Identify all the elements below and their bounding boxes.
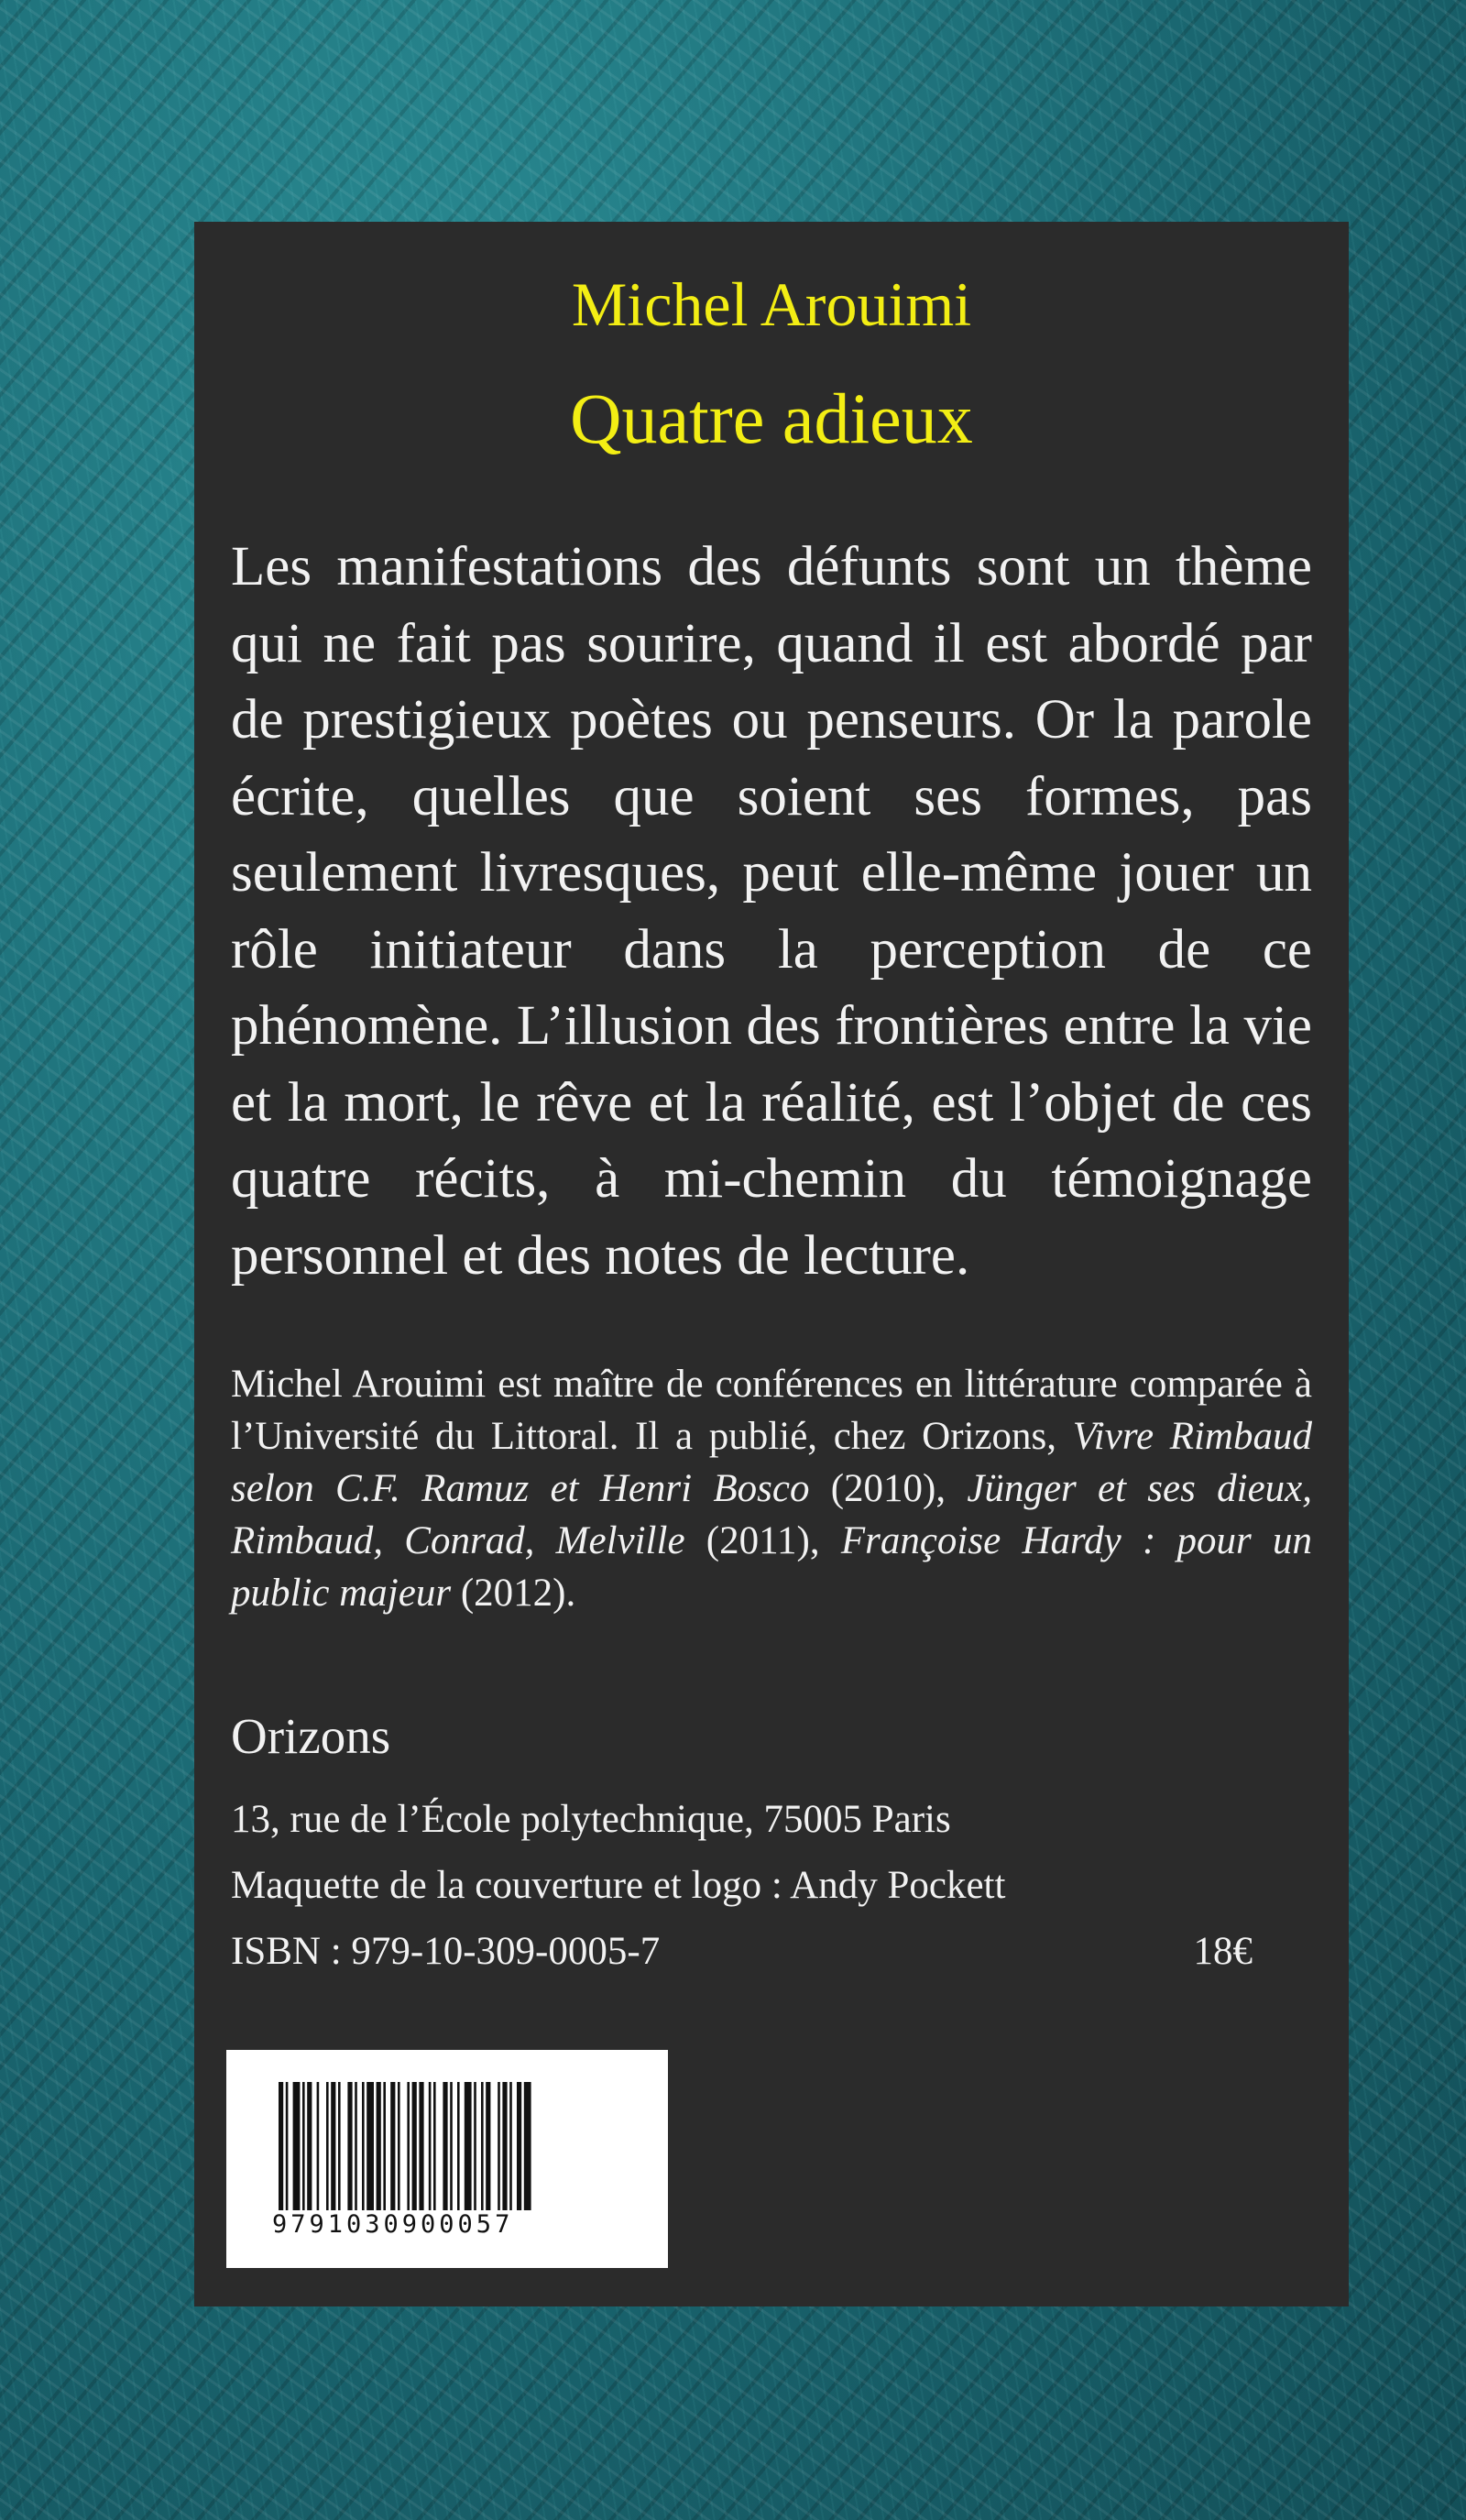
barcode-bar xyxy=(407,2082,410,2210)
barcode-bar xyxy=(457,2082,460,2210)
barcode-bar xyxy=(429,2082,432,2210)
barcode-bar xyxy=(502,2082,507,2210)
bio-year-3: (2012). xyxy=(451,1572,576,1615)
barcode-bar xyxy=(433,2082,436,2210)
bio-year-1: (2010), xyxy=(809,1467,968,1510)
barcode-bar xyxy=(517,2082,521,2210)
barcode-bar xyxy=(498,2082,500,2210)
barcode-bar xyxy=(347,2082,352,2210)
bio-book-1: Vivre Rimbaud selon C.F. Ramuz et Henri Bosco xyxy=(231,1415,1312,1510)
barcode-bar xyxy=(293,2082,301,2210)
barcode-bar xyxy=(398,2082,400,2210)
barcode-bar xyxy=(390,2082,395,2210)
barcode-bar xyxy=(307,2082,312,2210)
barcode-bar xyxy=(412,2082,417,2210)
barcode-bar xyxy=(486,2082,490,2210)
barcode-bar xyxy=(474,2082,476,2210)
barcode-bar xyxy=(465,2082,472,2210)
book-title: Quatre adieux xyxy=(570,378,973,458)
barcode-bar xyxy=(362,2082,365,2210)
publisher-name: Orizons xyxy=(231,1708,391,1764)
barcode-bar xyxy=(331,2082,335,2210)
bio-intro: Michel Arouimi est maître de conférences en littérature comparée à l’Université du Littoral. Il a publié, chez Orizons, xyxy=(231,1363,1312,1458)
barcode-bar xyxy=(383,2082,386,2210)
barcode-bar xyxy=(338,2082,341,2210)
barcode-bar xyxy=(279,2082,283,2210)
bio-year-2: (2011), xyxy=(684,1519,841,1562)
barcode-bar xyxy=(450,2082,453,2210)
barcode-bar xyxy=(377,2082,381,2210)
barcode-digits: 9791030900057 xyxy=(272,2210,514,2239)
barcode-bar xyxy=(481,2082,484,2210)
barcode-bar xyxy=(302,2082,305,2210)
barcode-bar xyxy=(524,2082,531,2210)
barcode xyxy=(226,2050,668,2268)
barcode-bar xyxy=(509,2082,512,2210)
back-cover-panel xyxy=(194,222,1349,2306)
author-bio xyxy=(231,1358,1312,1619)
bio-book-3: Françoise Hardy : pour un public majeur xyxy=(231,1519,1313,1615)
barcode-bar xyxy=(443,2082,447,2210)
author-name: Michel Arouimi xyxy=(571,269,972,339)
barcode-bar xyxy=(286,2082,289,2210)
price-label: 18€ xyxy=(1193,1930,1253,1973)
barcode-bar xyxy=(355,2082,357,2210)
barcode-bars xyxy=(277,2082,618,2210)
barcode-bar xyxy=(366,2082,374,2210)
isbn-number: ISBN : 979-10-309-0005-7 xyxy=(231,1930,661,1973)
book-blurb: Les manifestations des défunts sont un thème qui ne fait pas sourire, quand il est abordé par de prestigieux poètes ou penseurs. Or la parole écrite, quelles que soient ses formes, pas seulement livresques, peut elle-même jouer un rôle initiateur dans la perception de ce phénomène. L’illusion des frontières entre la vie et la mort, le rêve et la réalité, est l’objet de ces quatre récits, à mi-chemin du témoignage personnel et des notes de lecture. xyxy=(231,536,1312,1287)
barcode-bar xyxy=(419,2082,423,2210)
barcode-bar xyxy=(317,2082,320,2210)
bio-book-2: Jünger et ses dieux, Rimbaud, Conrad, Melville xyxy=(231,1467,1312,1562)
design-credit: Maquette de la couverture et logo : Andy Pockett xyxy=(231,1864,1006,1907)
publisher-address: 13, rue de l’École polytechnique, 75005 Paris xyxy=(231,1798,951,1841)
barcode-bar xyxy=(326,2082,329,2210)
